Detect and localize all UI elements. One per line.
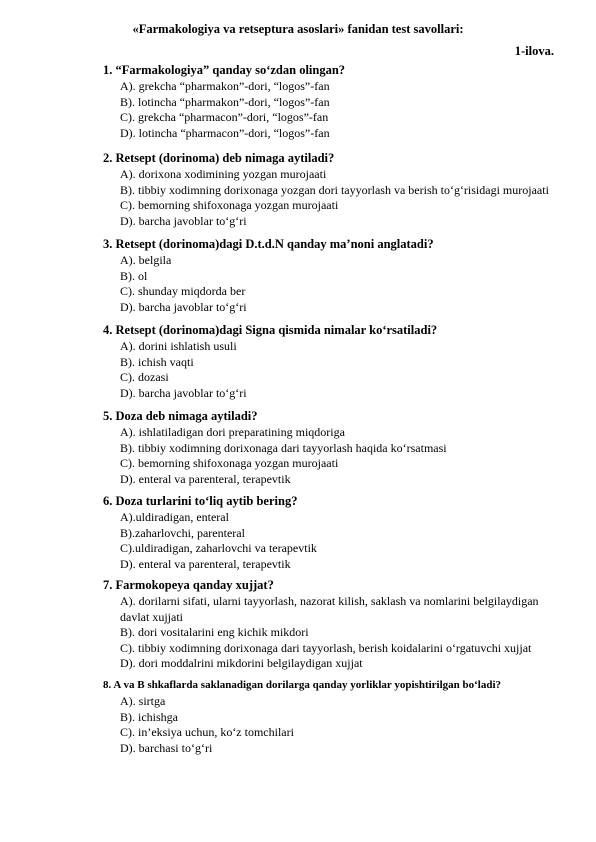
- answer-option: D). enteral va parenteral, terapevtik: [120, 471, 291, 486]
- answer-option: D). barchasi to‘g‘ri: [120, 740, 213, 755]
- answer-option: A). belgila: [120, 253, 172, 267]
- question-text: 4. Retsept (dorinoma)dagi Signa qismida nimalar ko‘rsatiladi?: [103, 323, 438, 337]
- answer-option: B). dori vositalarini eng kichik mikdori: [120, 625, 309, 639]
- answer-option: C). bemorning shifoxonaga yozgan murojaati: [120, 456, 339, 470]
- answer-option: D). enteral va parenteral, terapevtik: [120, 556, 291, 571]
- answer-option: C). shunday miqdorda ber: [120, 284, 246, 298]
- answer-options: [103, 694, 573, 756]
- answer-option: C). in’eksiya uchun, ko‘z tomchilari: [120, 725, 294, 739]
- appendix-label: 1-ilova.: [514, 44, 554, 58]
- answer-options: [103, 510, 573, 572]
- question-4: [103, 322, 573, 401]
- answer-option: A). dorini ishlatish usuli: [120, 339, 237, 353]
- question-3: [103, 236, 573, 315]
- answer-options: [103, 339, 573, 401]
- question-text: 7. Farmokopeya qanday xujjat?: [103, 578, 274, 592]
- answer-options: [103, 253, 573, 315]
- answer-option: B). ichish vaqti: [120, 354, 194, 369]
- answer-option: D). barcha javoblar to‘g‘ri: [120, 385, 247, 400]
- answer-option: B).zaharlovchi, parenteral: [120, 525, 245, 540]
- question-text: 6. Doza turlarini to‘liq aytib bering?: [103, 494, 298, 508]
- question-text: 8. A va B shkaflarda saklanadigan dorilarga qanday yorliklar yopishtirilgan bo‘ladi?: [103, 679, 502, 691]
- answer-option-continuation: davlat xujjati: [120, 609, 183, 624]
- page-title: «Farmakologiya va retseptura asoslari» fanidan test savollari:: [132, 22, 464, 36]
- answer-option: C). bemorning shifoxonaga yozgan murojaati: [120, 198, 339, 212]
- question-text: 1. “Farmakologiya” qanday so‘zdan olingan?: [103, 63, 346, 77]
- answer-option: A). sirtga: [120, 694, 166, 708]
- answer-options: [103, 167, 573, 229]
- answer-option: D). barcha javoblar to‘g‘ri: [120, 213, 247, 228]
- question-7: [103, 577, 573, 672]
- answer-option: B). lotincha “pharmakon”-dori, “logos”-fan: [120, 94, 330, 109]
- question-2: [103, 150, 573, 229]
- answer-options: [103, 425, 573, 487]
- question-5: [103, 408, 573, 487]
- answer-option: C). dozasi: [120, 370, 169, 384]
- answer-option: B). tibbiy xodimning dorixonaga dari tayyorlash haqida ko‘rsatmasi: [120, 440, 447, 455]
- answer-option: A). grekcha “pharmakon”-dori, “logos”-fan: [120, 79, 330, 93]
- answer-option: A). dorilarni sifati, ularni tayyorlash, nazorat kilish, saklash va nomlarini belgilaydigan: [120, 594, 539, 608]
- answer-option: B). ol: [120, 268, 148, 283]
- answer-option: A). dorixona xodimining yozgan murojaati: [120, 167, 327, 181]
- question-text: 2. Retsept (dorinoma) deb nimaga aytiladi?: [103, 151, 335, 165]
- question-1: [103, 62, 573, 141]
- answer-option: D). barcha javoblar to‘g‘ri: [120, 299, 247, 314]
- answer-option: D). lotincha “pharmacon”-dori, “logos”-fan: [120, 125, 330, 140]
- answer-options: [103, 594, 573, 672]
- answer-option: C). grekcha “pharmacon”-dori, “logos”-fan: [120, 110, 329, 124]
- question-text: 5. Doza deb nimaga aytiladi?: [103, 409, 258, 423]
- answer-option: A). ishlatiladigan dori preparatining miqdoriga: [120, 425, 345, 439]
- answer-option: C).uldiradigan, zaharlovchi va terapevtik: [120, 541, 317, 555]
- answer-options: [103, 79, 573, 141]
- answer-option: C). tibbiy xodimning dorixonaga dari tayyorlash, berish koidalarini o‘rgatuvchi xujjat: [120, 640, 532, 655]
- answer-option: A).uldiradigan, enteral: [120, 510, 229, 524]
- answer-option: D). dori moddalrini mikdorini belgilaydigan xujjat: [120, 656, 363, 670]
- question-text: 3. Retsept (dorinoma)dagi D.t.d.N qanday ma’noni anglatadi?: [103, 237, 434, 251]
- question-6: [103, 493, 573, 572]
- answer-option: B). tibbiy xodimning dorixonaga yozgan dori tayyorlash va berish to‘g‘risidagi murojaati: [120, 182, 549, 197]
- answer-option: B). ichishga: [120, 709, 178, 724]
- question-8: [103, 677, 573, 756]
